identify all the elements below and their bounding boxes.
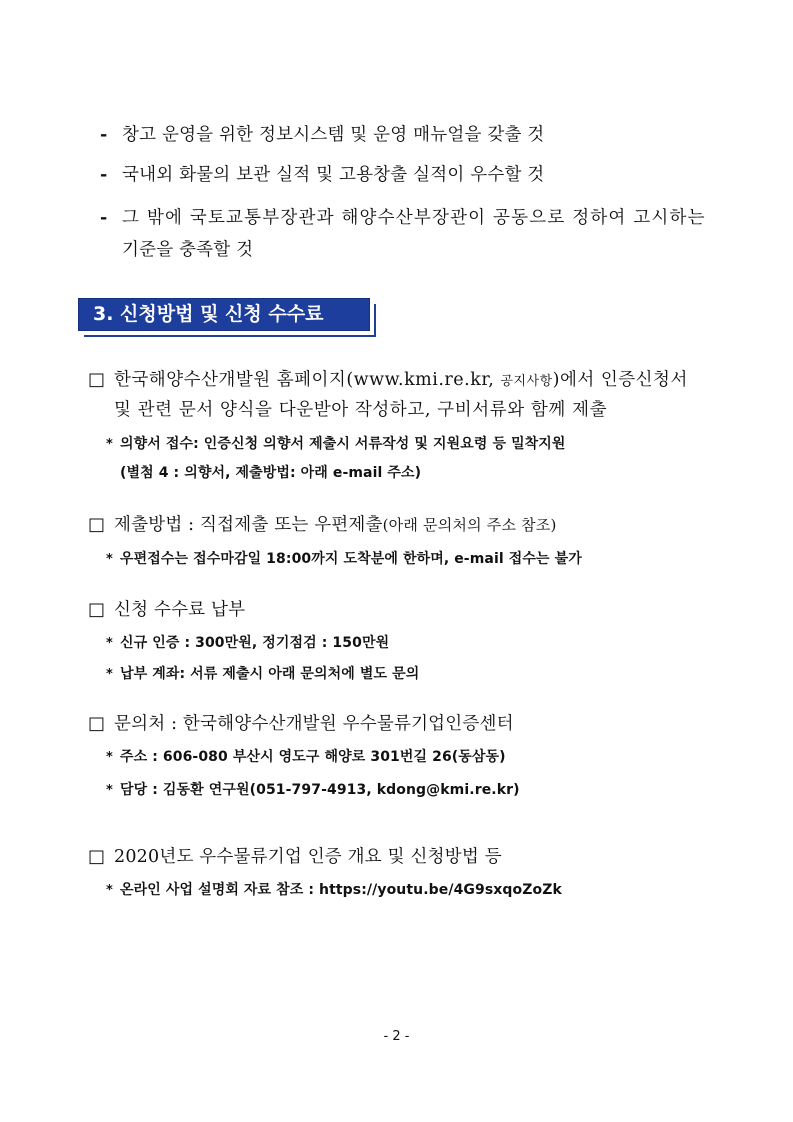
star-marker: * (106, 667, 113, 682)
note-item (106, 746, 506, 766)
requirement-item (100, 121, 544, 146)
note-text: 온라인 사업 설명회 자료 참조 : https://youtu.be/4G9sxqoZoZk (120, 882, 562, 898)
star-marker: * (106, 883, 113, 898)
submit-text-main: 제출방법 : 직접제출 또는 우편제출 (114, 515, 383, 535)
apply-item-continuation: 및 관련 문서 양식을 다운받아 작성하고, 구비서류와 함께 제출 (114, 400, 608, 420)
dash-marker: - (100, 208, 109, 228)
requirement-text: 그 밖에 국토교통부장관과 해양수산부장관이 공동으로 정하여 고시하는 (122, 208, 706, 228)
section-header (78, 298, 370, 331)
overview-text: 2020년도 우수물류기업 인증 개요 및 신청방법 등 (114, 847, 502, 867)
fee-item (88, 596, 245, 621)
checkbox-marker: □ (88, 713, 106, 734)
apply-text-small: 공지사항 (500, 374, 553, 389)
dash-marker: - (100, 165, 108, 185)
apply-text-post: )에서 인증신청서 (552, 370, 688, 390)
fee-text: 신청 수수료 납부 (114, 600, 246, 620)
contact-text: 문의처 : 한국해양수산개발원 우수물류기업인증센터 (114, 714, 514, 734)
note-text: 신규 인증 : 300만원, 정기점검 : 150만원 (120, 635, 390, 651)
star-marker: * (106, 750, 113, 765)
note-text: 의향서 접수: 인증신청 의향서 제출시 서류작성 및 지원요령 등 밀착지원 (120, 436, 566, 452)
note-item (106, 879, 562, 899)
section-title: 3. 신청방법 및 신청 수수료 (78, 298, 370, 331)
requirement-continuation: 기준을 충족할 것 (122, 240, 254, 260)
checkbox-marker: □ (88, 514, 106, 535)
note-item (106, 433, 566, 453)
note-item-continuation: (별첨 4 : 의향서, 제출방법: 아래 e-mail 주소) (120, 465, 422, 481)
note-text: 납부 계좌: 서류 제출시 아래 문의처에 별도 문의 (120, 666, 420, 682)
note-text: 담당 : 김동환 연구원(051-797-4913, kdong@kmi.re.kr) (120, 782, 520, 798)
star-marker: * (106, 552, 113, 567)
contact-item (88, 710, 514, 735)
note-text: 주소 : 606-080 부산시 영도구 해양로 301번길 26(동삼동) (120, 749, 506, 765)
star-marker: * (106, 437, 113, 452)
checkbox-marker: □ (88, 369, 106, 390)
page-number: - 2 - (383, 1029, 410, 1044)
note-item (106, 548, 582, 568)
submit-item (88, 511, 557, 536)
checkbox-marker: □ (88, 599, 106, 620)
overview-item (88, 843, 502, 868)
note-item (106, 779, 520, 799)
submit-text-small: (아래 문의처의 주소 참조) (382, 516, 557, 534)
apply-item (88, 366, 688, 391)
note-item (106, 632, 389, 652)
requirement-text: 국내외 화물의 보관 실적 및 고용창출 실적이 우수할 것 (122, 165, 545, 185)
apply-text-main: 한국해양수산개발원 홈페이지(www.kmi.re.kr, (114, 370, 501, 390)
note-item (106, 663, 419, 683)
dash-marker: - (100, 125, 108, 145)
requirement-text: 창고 운영을 위한 정보시스템 및 운영 매뉴얼을 갖출 것 (122, 125, 545, 145)
requirement-item (100, 161, 544, 186)
checkbox-marker: □ (88, 846, 106, 867)
star-marker: * (106, 636, 113, 651)
star-marker: * (106, 783, 113, 798)
requirement-item (100, 204, 706, 229)
note-text: 우편접수는 접수마감일 18:00까지 도착분에 한하며, e-mail 접수는 불가 (120, 551, 582, 567)
